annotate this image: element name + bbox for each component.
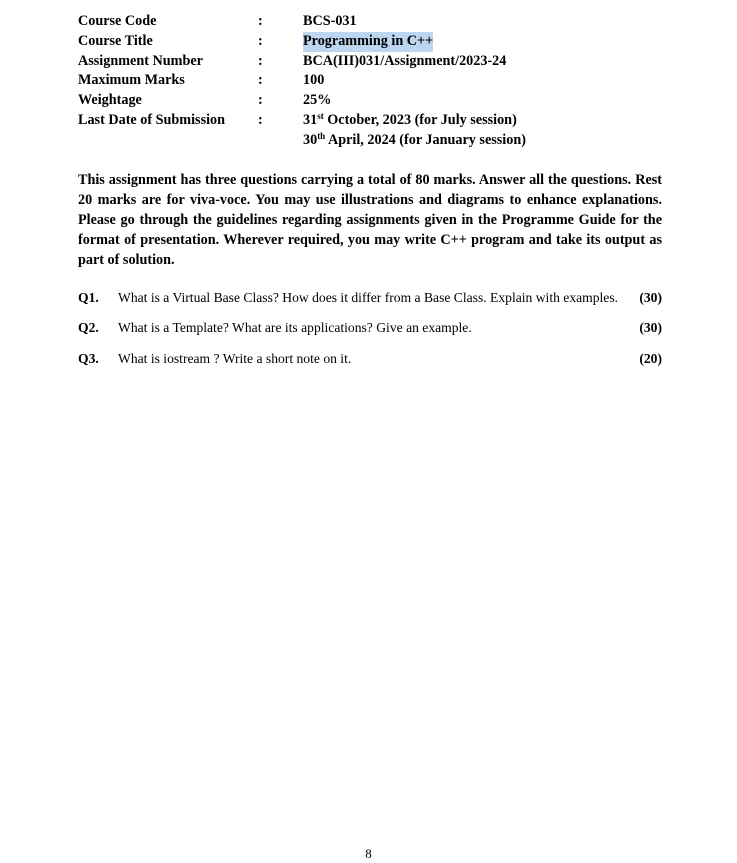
maximum-marks-colon: : (258, 72, 263, 89)
course-code-value: BCS-031 (303, 13, 357, 29)
july-date-rest: October, 2023 (for July session) (323, 111, 517, 128)
january-date-suffix: th (317, 130, 326, 141)
question-2-marks: (30) (639, 320, 662, 335)
course-title-value[interactable]: Programming in C++ (303, 32, 433, 52)
january-date-rest: April, 2024 (for January session) (325, 131, 526, 148)
course-code-colon: : (258, 13, 263, 29)
weightage-row (78, 91, 678, 111)
weightage-label: Weightage (78, 92, 142, 109)
question-2-number: Q2. (78, 320, 99, 335)
maximum-marks-value: 100 (303, 72, 325, 89)
july-date-day: 31 (303, 111, 318, 128)
question-1-text: What is a Virtual Base Class? How does it differ from a Base Class. Explain with examples. (118, 290, 619, 305)
question-1 (78, 288, 662, 308)
course-details-table (78, 12, 678, 151)
weightage-value: 25% (303, 92, 332, 109)
page-number: 8 (365, 846, 372, 861)
course-title-colon: : (258, 32, 263, 49)
submission-date-label: Last Date of Submission (78, 111, 226, 128)
submission-date-colon: : (258, 111, 263, 128)
july-date-suffix: st (317, 110, 324, 121)
assignment-number-label: Assignment Number (78, 52, 203, 69)
question-3-number: Q3. (78, 351, 99, 366)
question-2-text: What is a Template? What are its applications? Give an example. (118, 320, 472, 335)
question-1-number: Q1. (78, 290, 99, 305)
question-3 (78, 349, 662, 369)
july-session-date (303, 111, 517, 131)
instructions-paragraph: This assignment has three questions carrying a total of 80 marks. Answer all the questions. Rest 20 marks are for viva-voce. You may use illustrations and diagrams to enhance explanations. Please go through the guidelines regarding assignments given in the Programme Guide for the format of presentation. Wherever required, you may write C++ program and take its output as part of solution. (78, 172, 662, 268)
course-code-row (78, 12, 678, 32)
course-title-label: Course Title (78, 32, 153, 49)
assignment-number-value: BCA(III)031/Assignment/2023-24 (303, 52, 507, 69)
question-2 (78, 318, 662, 338)
maximum-marks-label: Maximum Marks (78, 72, 185, 89)
question-3-text: What is iostream ? Write a short note on it. (118, 351, 352, 366)
submission-date-row (78, 111, 678, 131)
january-session-date (303, 131, 526, 151)
course-code-label: Course Code (78, 13, 157, 29)
assignment-number-colon: : (258, 52, 263, 69)
question-1-marks: (30) (639, 290, 662, 305)
january-date-day: 30 (303, 131, 318, 148)
question-3-marks: (20) (639, 351, 662, 366)
assignment-number-row (78, 52, 678, 72)
course-title-row (78, 32, 678, 52)
maximum-marks-row (78, 71, 678, 91)
weightage-colon: : (258, 92, 263, 109)
submission-date-row-2 (78, 131, 678, 151)
